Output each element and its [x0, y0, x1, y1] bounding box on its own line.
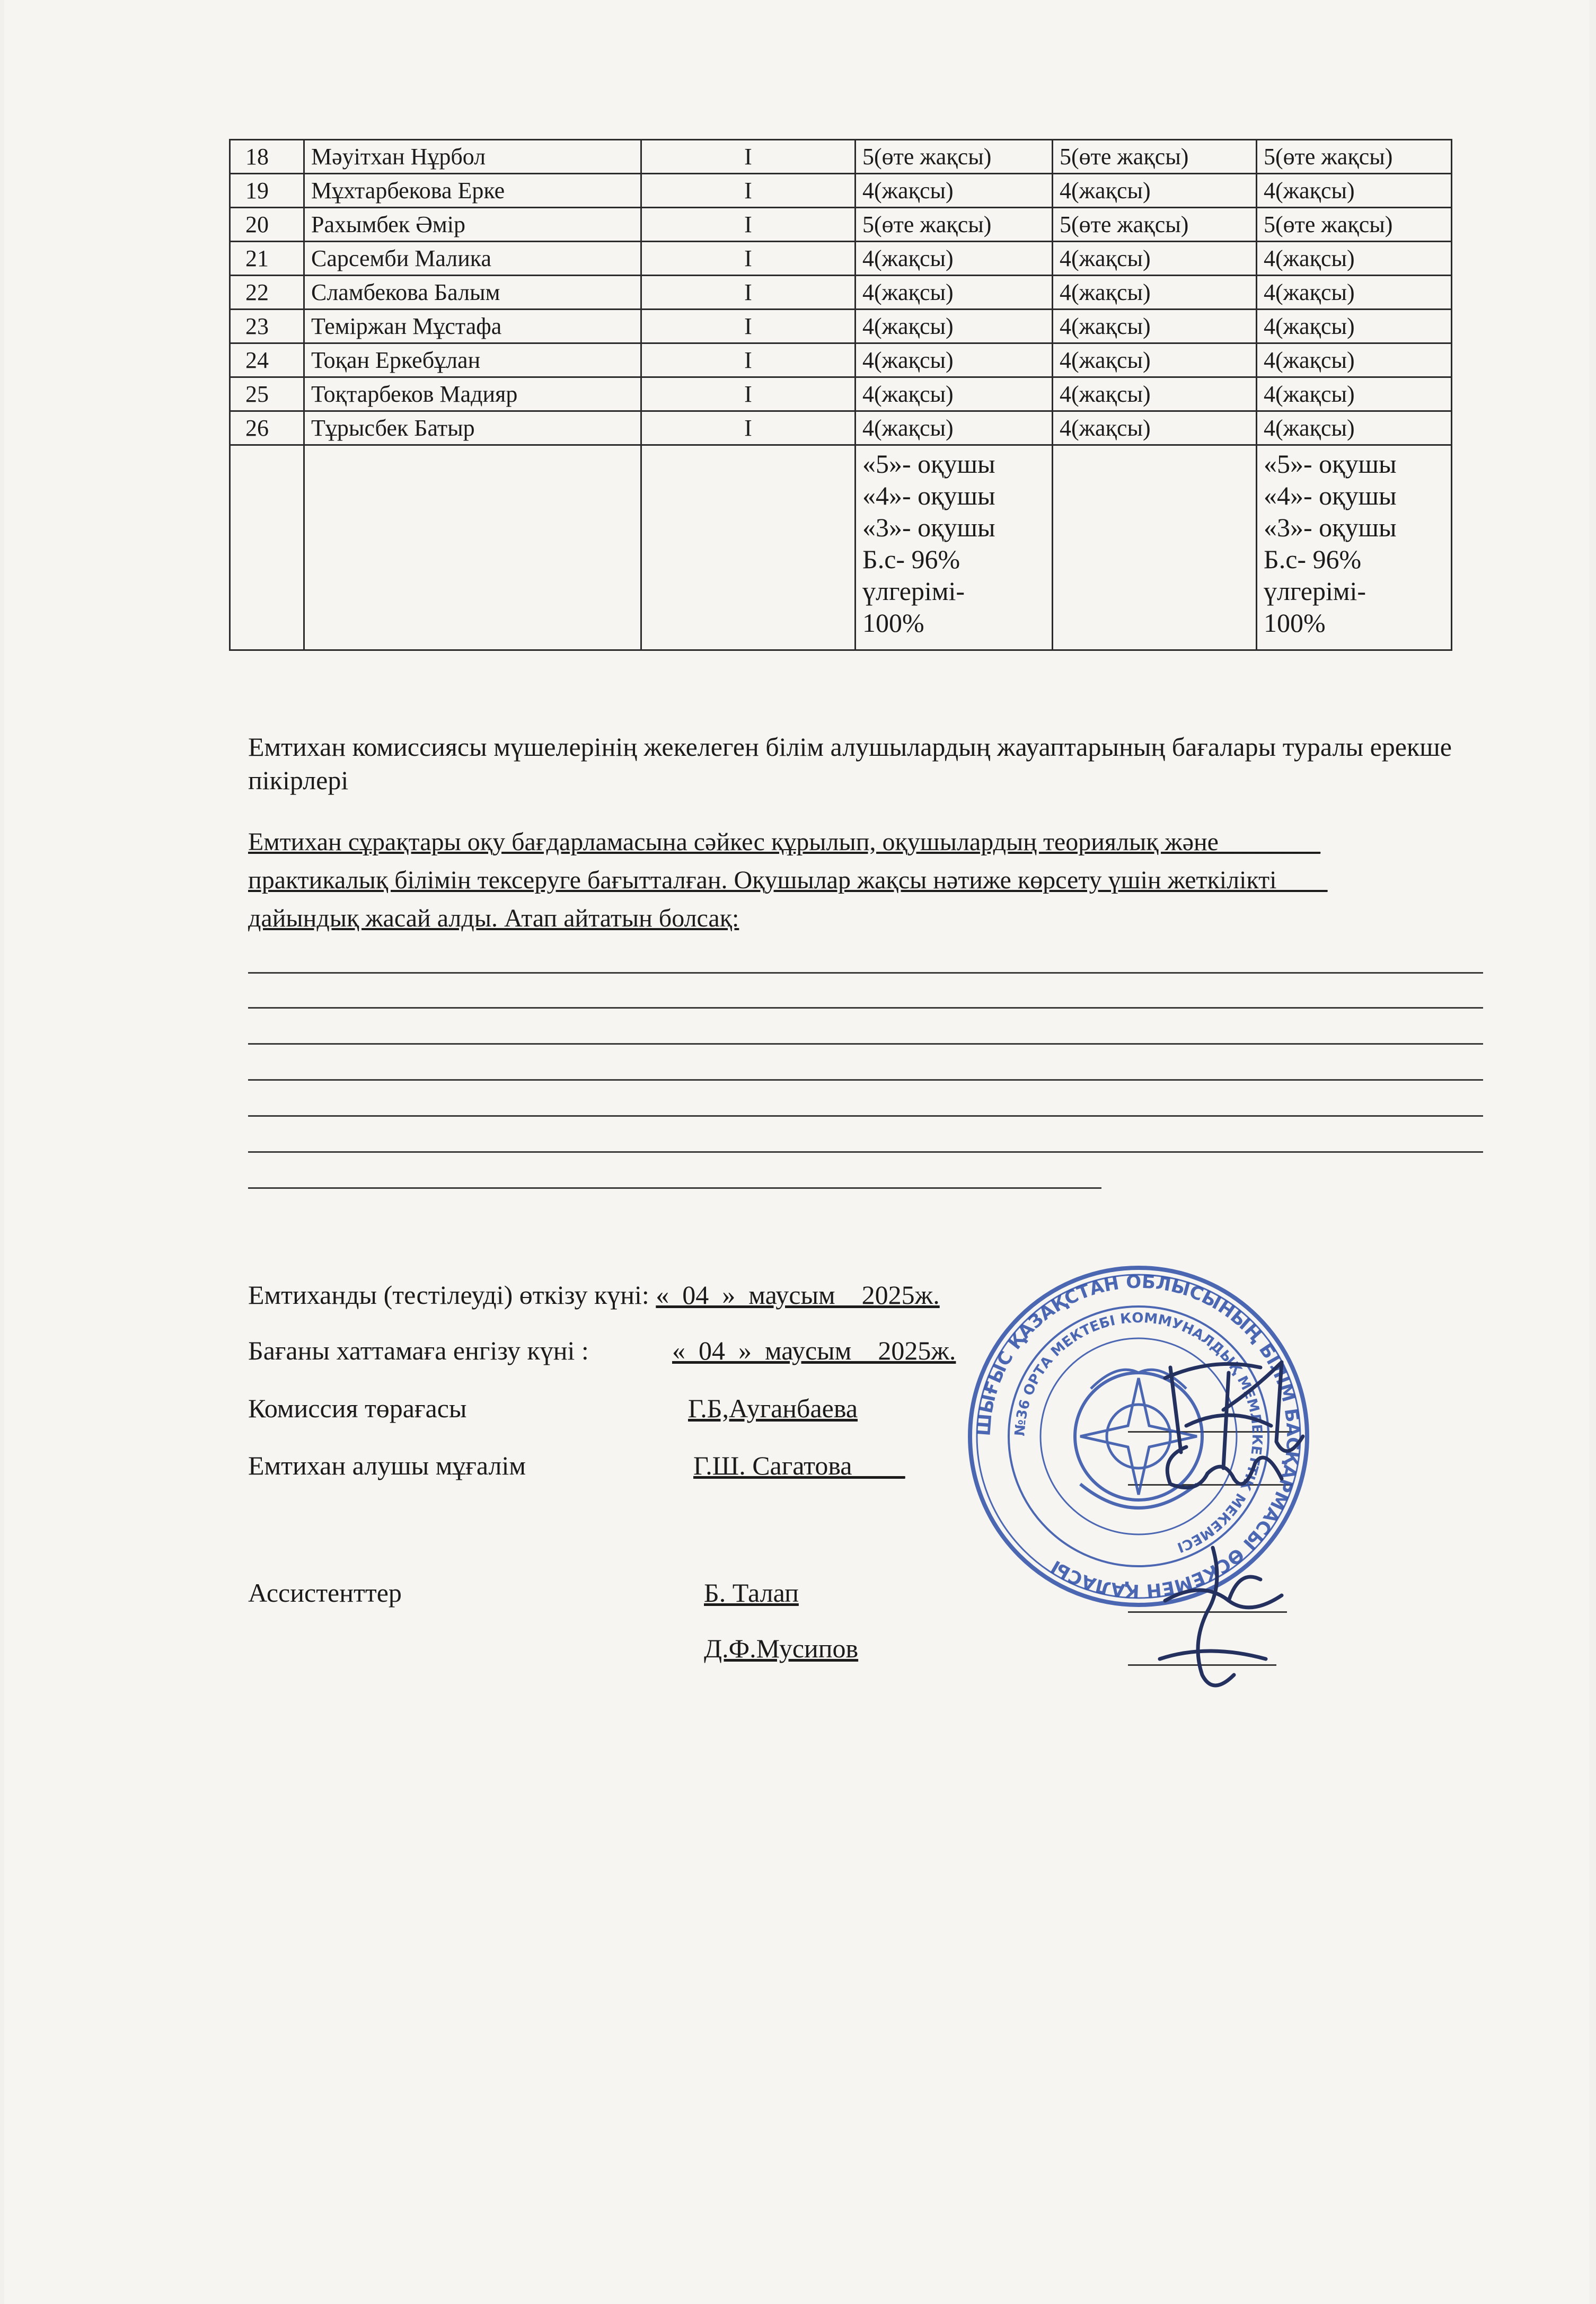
blank-rule	[248, 1115, 1483, 1117]
table-row	[230, 310, 1452, 343]
student-name: Тоқтарбеков Мадияр	[304, 377, 641, 411]
row-number: 21	[230, 242, 304, 276]
summary-line: 100%	[862, 608, 924, 638]
grade-2: 4(жақсы)	[1053, 411, 1257, 445]
teacher-name	[693, 1452, 905, 1479]
grade-3: 4(жақсы)	[1257, 174, 1452, 208]
summary-line: «3»- оқушы	[862, 513, 995, 542]
comment-line-1: Емтихан сұрақтары оқу бағдарламасына сәйкес құрылып, оқушылардың теориялық және________	[248, 828, 1320, 856]
comments-title: Емтихан комиссиясы мүшелерінің жекелеген білім алушылардың жауаптарының бағалары туралы ерекше пікірлері	[248, 732, 1452, 795]
row-number: 23	[230, 310, 304, 343]
grade-2: 4(жақсы)	[1053, 343, 1257, 377]
assistants-label: Ассистенттер	[248, 1578, 402, 1608]
summary-empty-cell	[641, 445, 856, 650]
summary-empty-cell	[1053, 445, 1257, 650]
grade-2: 4(жақсы)	[1053, 174, 1257, 208]
blank-rule	[248, 1079, 1483, 1081]
exam-date-value: «_04_»_маусым__2025ж.	[656, 1280, 940, 1310]
summary-row	[230, 445, 1452, 650]
class-number: I	[641, 140, 856, 174]
table-row	[230, 343, 1452, 377]
table-row	[230, 174, 1452, 208]
chair-label: Комиссия төрағасы	[248, 1393, 467, 1423]
row-number: 25	[230, 377, 304, 411]
row-number: 24	[230, 343, 304, 377]
teacher-label: Емтихан алушы мұғалім	[248, 1451, 526, 1480]
grade-3: 4(жақсы)	[1257, 310, 1452, 343]
grade-1: 4(жақсы)	[856, 377, 1053, 411]
assistant-2-name	[704, 1635, 858, 1662]
blank-rule	[248, 1151, 1483, 1153]
grade-1: 4(жақсы)	[856, 276, 1053, 310]
summary-line: «5»- оқушы	[1264, 449, 1397, 479]
grade-1: 5(өте жақсы)	[856, 140, 1053, 174]
class-number: I	[641, 174, 856, 208]
grade-3: 4(жақсы)	[1257, 242, 1452, 276]
grades-table-body	[230, 140, 1452, 445]
student-name: Рахымбек Әмір	[304, 208, 641, 242]
stamp-outer-text: ШЫҒЫС ҚАЗАҚСТАН ОБЛЫСЫНЫҢ БІЛІМ БАСҚАРМАСЫ ӨСКЕМЕН ҚАЛАСЫ	[973, 1271, 1304, 1602]
summary-line: «4»- оқушы	[1264, 481, 1397, 510]
blank-rule	[248, 972, 1483, 974]
grade-3: 4(жақсы)	[1257, 276, 1452, 310]
assistant-signature	[1144, 1537, 1303, 1696]
grade-2: 4(жақсы)	[1053, 276, 1257, 310]
table-row	[230, 377, 1452, 411]
student-name: Сарсемби Малика	[304, 242, 641, 276]
summary-line: «3»- оқушы	[1264, 513, 1397, 542]
class-number: I	[641, 242, 856, 276]
grade-2: 5(өте жақсы)	[1053, 140, 1257, 174]
summary-empty-cell	[304, 445, 641, 650]
grade-1: 4(жақсы)	[856, 310, 1053, 343]
comment-line-3: дайындық жасай алды. Атап айтатын болсақ:	[248, 904, 739, 932]
exam-date-label: Емтиханды (тестілеуді) өткізу күні:	[248, 1280, 649, 1310]
summary-empty-cell	[230, 445, 304, 650]
grade-1: 5(өте жақсы)	[856, 208, 1053, 242]
stamp-inner-text: №36 ОРТА МЕКТЕБІ КОММУНАЛДЫҚ МЕМЛЕКЕТТІК МЕКЕМЕСІ	[1012, 1310, 1265, 1556]
table-row	[230, 140, 1452, 174]
grade-3: 4(жақсы)	[1257, 343, 1452, 377]
assistant-1-name	[704, 1579, 799, 1606]
grade-1: 4(жақсы)	[856, 343, 1053, 377]
class-number: I	[641, 377, 856, 411]
comment-line-2: практикалық білімін тексеруге бағытталған. Оқушылар жақсы нәтиже көрсету үшін жеткілікті____	[248, 866, 1328, 894]
grade-1: 4(жақсы)	[856, 174, 1053, 208]
row-number: 19	[230, 174, 304, 208]
summary-line: «4»- оқушы	[862, 481, 995, 510]
grade-1: 4(жақсы)	[856, 242, 1053, 276]
grades-date-value	[672, 1337, 956, 1364]
summary-cell-1	[856, 445, 1053, 650]
summary-line: үлгерімі-	[862, 576, 965, 606]
chair-name	[688, 1395, 858, 1422]
class-number: I	[641, 411, 856, 445]
comments-body	[248, 823, 1483, 938]
student-name: Сламбекова Балым	[304, 276, 641, 310]
grade-3: 4(жақсы)	[1257, 411, 1452, 445]
student-name: Мұхтарбекова Ерке	[304, 174, 641, 208]
class-number: I	[641, 276, 856, 310]
row-number: 26	[230, 411, 304, 445]
summary-line: Б.с- 96%	[862, 544, 960, 574]
grades-table	[229, 139, 1452, 651]
chair-name-text: Г.Б,Ауганбаева	[688, 1393, 858, 1423]
student-name: Тұрысбек Батыр	[304, 411, 641, 445]
summary-line: «5»- оқушы	[862, 449, 995, 479]
grade-2: 4(жақсы)	[1053, 377, 1257, 411]
grades-date-label: Бағаны хаттамаға енгізу күні :	[248, 1336, 589, 1365]
summary-cell-2	[1257, 445, 1452, 650]
blank-rule	[248, 1187, 1101, 1189]
grade-2: 5(өте жақсы)	[1053, 208, 1257, 242]
teacher-name-text: Г.Ш. Сагатова____	[693, 1451, 905, 1480]
table-row	[230, 411, 1452, 445]
assistant-2-text: Д.Ф.Мусипов	[704, 1634, 859, 1663]
grade-2: 4(жақсы)	[1053, 310, 1257, 343]
student-name: Тоқан Еркебұлан	[304, 343, 641, 377]
grade-2: 4(жақсы)	[1053, 242, 1257, 276]
table-row	[230, 242, 1452, 276]
table-row	[230, 208, 1452, 242]
row-number: 22	[230, 276, 304, 310]
summary-line: 100%	[1264, 608, 1326, 638]
summary-line: үлгерімі-	[1264, 576, 1366, 606]
class-number: I	[641, 343, 856, 377]
student-name: Мәуітхан Нұрбол	[304, 140, 641, 174]
class-number: I	[641, 208, 856, 242]
student-name: Теміржан Мұстафа	[304, 310, 641, 343]
row-number: 20	[230, 208, 304, 242]
blank-rule	[248, 1007, 1483, 1009]
grades-date-text: «_04_»_маусым__2025ж.	[672, 1336, 956, 1365]
assistant-1-text: Б. Талап	[704, 1578, 799, 1608]
exam-date-row	[248, 1282, 940, 1308]
blank-rule	[248, 1043, 1483, 1045]
document-page	[4, 0, 1589, 2304]
teacher-signature	[1149, 1431, 1298, 1505]
grade-1: 4(жақсы)	[856, 411, 1053, 445]
row-number: 18	[230, 140, 304, 174]
summary-line: Б.с- 96%	[1264, 544, 1362, 574]
table-row	[230, 276, 1452, 310]
grade-3: 5(өте жақсы)	[1257, 208, 1452, 242]
grade-3: 4(жақсы)	[1257, 377, 1452, 411]
grade-3: 5(өте жақсы)	[1257, 140, 1452, 174]
class-number: I	[641, 310, 856, 343]
